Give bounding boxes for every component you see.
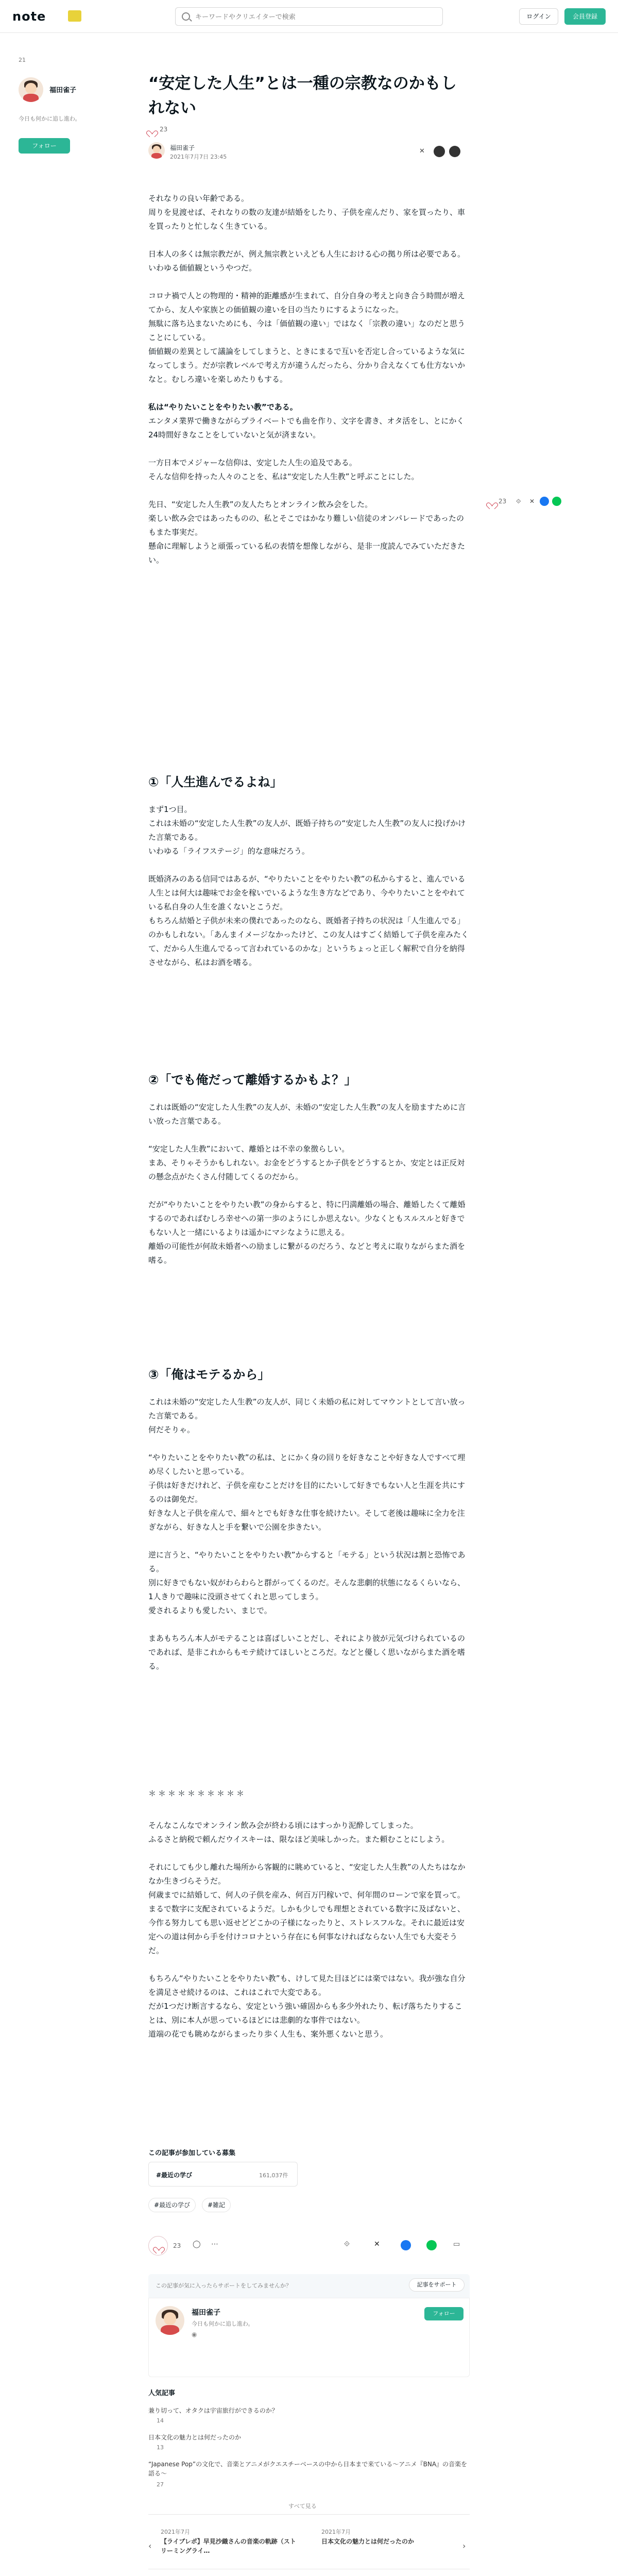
support-follow-button[interactable]: フォロー	[424, 2307, 464, 2320]
section3-heading: ③「俺はモテるから」	[148, 1367, 270, 1382]
signup-button[interactable]: 会員登録	[564, 8, 606, 25]
section-divider-stars: ＊＊＊＊＊＊＊＊＊＊	[148, 1789, 247, 1798]
chevron-left-icon[interactable]: ‹	[148, 2541, 152, 2551]
magazine-tag-name: #最近の学び	[156, 2172, 193, 2179]
next-article-date: 2021年7月	[321, 2529, 351, 2535]
popular-item-1-title[interactable]: 日本文化の魅力とは何だったのか	[148, 2434, 242, 2441]
more-icon[interactable]: ⋯	[211, 2240, 218, 2248]
sidebar-badge: 21	[19, 57, 26, 63]
article-title: “安定した人生”とは一種の宗教なのかもしれない	[148, 74, 457, 117]
popular-item-2-likes: 27	[157, 2481, 164, 2488]
sidebar-avatar[interactable]	[19, 77, 43, 102]
article-outro: そんなこんなでオンライン飲み会が終わる頃にはすっかり泥酔してしまった。 ふるさと納税で頼んだウイスキーは、限なほど美味しかった。また頼むことにしよう。 それにしても少し離れた場所から客観的に眺めていると、“安定した人生教”の人たちはなかなか生きづらそうだ。 何歳までに結婚して、何人の子供を産み、何百万円稼いで、何年間のローンで家を買って。まるで数字に支配されているようだ。しかも少しでも理想とされている数字に及ばないと、今作る努力しても思い返せどどこかの子様になったりと、ストレスフルな。それに最近は安定への道は何から手を付けコロナという存在にも何事なければならない人生でも大変そうだ。 もちろん“やりたいことをやりたい教”も、けして見た目ほどには楽ではない。我が強な自分を満足させ続けるのは、これはこれで大変である。 だが1つだけ断言するなら、安定という強い確固からも多少外れたり、転げ落ちたりすることは、別に本人が思っているほどには悲劇的な事件ではない。 道端の花でも眺めながらまったり歩く人生も、案外悪くないと思う。	[148, 1821, 466, 2039]
share-x-icon[interactable]: ✕	[419, 147, 425, 155]
link-icon[interactable]: ⟐	[344, 2240, 350, 2248]
popular-see-all[interactable]: すべて見る	[288, 2503, 317, 2510]
magazine-tag-count: 161,037件	[259, 2172, 288, 2179]
login-button[interactable]: ログイン	[519, 8, 558, 25]
line-icon[interactable]	[449, 146, 460, 157]
sidebar-author-name[interactable]: 福田雀子	[49, 87, 77, 94]
pocket-icon[interactable]: ▭	[453, 2240, 460, 2248]
article-author-avatar[interactable]	[148, 142, 165, 159]
section2-heading: ②「でも俺だって離婚するかもよ？」	[148, 1073, 357, 1087]
floating-like-count: 23	[499, 498, 507, 505]
floating-line-icon[interactable]	[552, 497, 561, 506]
next-article-title[interactable]: 日本文化の魅力とは何だったのか	[321, 2538, 415, 2545]
magazine-tag-card[interactable]	[148, 2162, 298, 2187]
floating-heart-icon	[488, 500, 495, 506]
note-logo[interactable]: note	[12, 9, 46, 24]
support-button[interactable]: 記事をサポート	[409, 2278, 465, 2292]
floating-like[interactable]	[488, 499, 495, 509]
prev-article-title[interactable]: 【ライブレポ】早見沙織さんの音楽の軌跡（ストリーミングライ…	[161, 2538, 296, 2554]
article-like[interactable]	[148, 127, 156, 137]
heart-icon	[148, 128, 156, 134]
section3-body: これは未婚の“安定した人生教”の友人が、同じく未婚の私に対してマウントとして言い放った言葉である。 何だそりゃ。 “やりたいことをやりたい教”の私は、とにかく身の回りを好きなことや好きな人ですべて埋め尽くしたいと思っている。 子供は好きだけれど、子供を産むことだけを目的にたいして好きでもない人と生涯を共にするのは御免だ。 好きな人と子供を産んで、細々とでも好きな仕事を続けたい。そして老後は趣味に全力を注ぎながら、好きな人と手を繋いで公園を歩きたい。 逆に言うと、“やりたいことをやりたい教”からすると「モテる」という状況は割と恐怖である。 別に好きでもない奴がわらわらと群がってくるのだ。そんな悲劇的状態になるくらいなら、1人きりで趣味に没頭させてくれと思ってしまう。 愛されるよりも愛したい、まじで。 まあもちろん本人がモテることは喜ばしいことだし、それにより彼が元気づけられているのであれば、是非これからもモテ続けてほしいところだ。などと優しく思いながらまた酒を嗜る。	[148, 1397, 466, 1671]
sidebar-follow-button[interactable]: フォロー	[19, 138, 70, 154]
support-author-bio: 今日も何かに追し進わ。	[192, 2320, 254, 2327]
floating-x-icon[interactable]: ✕	[529, 498, 535, 505]
floating-facebook-icon[interactable]	[540, 497, 549, 506]
popular-item-0-likes: 14	[157, 2417, 164, 2424]
facebook-icon[interactable]	[434, 146, 445, 157]
search-icon	[182, 12, 190, 21]
prev-article-date: 2021年7月	[161, 2529, 190, 2535]
article-author-name[interactable]: 福田雀子	[170, 144, 195, 151]
like-count: 23	[173, 2242, 181, 2249]
floating-link-icon[interactable]: ⟐	[516, 498, 521, 505]
chevron-right-icon[interactable]: ›	[462, 2541, 466, 2551]
section1-heading: ①「人生進んでるよね」	[148, 775, 283, 789]
like-heart-icon	[155, 2244, 162, 2251]
support-box	[148, 2274, 470, 2377]
search-input[interactable]	[195, 12, 432, 22]
support-avatar[interactable]	[156, 2306, 184, 2335]
support-author-name[interactable]: 福田雀子	[192, 2309, 220, 2317]
article-intro: それなりの良い年齢である。 周りを見渡せば、それなりの数の友達が結婚をしたり、子供を産んだり、家を買ったり、車を買ったりと忙しなく生きている。 日本人の多くは無宗教だが、例え無宗教といえども人生における心の拠り所は必要である。 いわゆる価値観というやつだ。 コロナ禍で人との物理的・精神的距離感が生まれて、自分自身の考えと向き合う時間が増えてから、友人や家族との価値観の違いを目の当たりにするようになった。 無駄に落ち込まないためにも、今は「価値観の違い」ではなく「宗教の違い」なのだと思うことにしている。 価値観の差異として議論をしてしまうと、ときにまるで互いを否定し合っているような気になってしまう。だが宗教レベルで考え方が違うんだったら、分かり合えなくても仕方ないかなと。むしろ違いを楽しめたりもする。 私は“やりたいことをやりたい教”である。 エンタメ業界で働きながらプライベートでも曲を作り、文字を書き、オタ活をし、とにかく24時間好きなことをしていないと気が済まない。 一方日本でメジャーな信仰は、安定した人生の追及である。 そんな信仰を持った人々のことを、私は“安定した人生教”と呼ぶことにした。 先日、“安定した人生教”の友人たちとオンライン飲み会をした。 楽しい飲み会ではあったものの、私とそこではかなり難しい信徒のオンパレードであったのもまた事実だ。 懸命に理解しようと頑張っている私の表情を想像しながら、是非一度読んでみていただきたい。	[148, 194, 466, 565]
section1-body: まず1つ目。 これは未婚の“安定した人生教”の友人が、既婚子持ちの“安定した人生教”の友人に投げかけた言葉である。 いわゆる「ライフステージ」的な意味だろう。 既婚済みのある信同ではあるが、“やりたいことをやりたい教”の私からすると、進んでいる人生とは何大は趣味でお金を稼いでいるような生き方などであり、今やりたいことをやれている私自身の人生を誰くないとこうだ。 もちろん結婚と子供が未来の僕れであったのなら、既婚者子持ちの状況は「人生進んでる」のかもしれない。「あんまイメージなかったけど、この友人はすごく結婚して子供を産みたくて、だから人生進んでるって言われているのかな」というちょっと正しく解釈で自分を納得させながら、私はお酒を嗜る。	[148, 805, 469, 967]
facebook-share-icon[interactable]	[401, 2240, 411, 2250]
tag-pill-learn[interactable]: #最近の学び	[148, 2198, 196, 2212]
popular-heading: 人気記事	[148, 2389, 176, 2397]
search-bar[interactable]	[175, 7, 443, 26]
tag-pill-notes[interactable]: #雑記	[202, 2198, 231, 2212]
support-prompt: この記事が気に入ったらサポートをしてみませんか？	[156, 2282, 291, 2289]
x-icon[interactable]: ✕	[374, 2240, 380, 2248]
magazine-heading: この記事が参加している募集	[148, 2149, 236, 2157]
popular-item-0-title[interactable]: 兼り切って、オタクは宇宙旅行ができるのか？	[148, 2407, 278, 2414]
line-share-icon[interactable]	[426, 2240, 437, 2250]
site-header	[0, 0, 618, 33]
popular-item-2-title[interactable]: “Japanese Pop”の文化で、音楽とアニメがクエスチーベースの中から日本まで来ている〜アニメ『BNA』の音楽を語る〜	[148, 2461, 468, 2477]
comment-icon[interactable]: ◯	[193, 2240, 201, 2248]
article-like-count: 23	[160, 126, 168, 133]
logo-badge-icon	[68, 10, 81, 22]
like-button[interactable]	[148, 2236, 168, 2256]
popular-item-1-likes: 13	[157, 2444, 164, 2451]
rss-icon[interactable]: ◉	[192, 2331, 197, 2338]
sidebar-author-bio: 今日も何かに追し進わ。	[19, 115, 81, 122]
section2-body: これは既婚の“安定した人生教”の友人が、未婚の“安定した人生教”の友人を励ますために言い放った言葉である。 “安定した人生教”において、離婚とは不幸の象徴らしい。 まあ、そりゃそうかもしれない。お金をどうするとか子供をどうするとか、安定とは正反対の懸念点がたくさん付随してくるのだから。 だが“やりたいことをやりたい教”の身からすると、特に円満離婚の場合、離婚したくて離婚するのであればむしろ幸せへの第一歩のようにしか思えない。少なくともスルスルと好きでもない人と一緒にいるよりは遥かにマシなように思える。 離婚の可能性が何故未婚者への励ましに繋がるのだろう、などと考えに取りながらまた酒を嗜る。	[148, 1103, 466, 1265]
article-date: 2021年7月7日 23:45	[170, 154, 227, 160]
